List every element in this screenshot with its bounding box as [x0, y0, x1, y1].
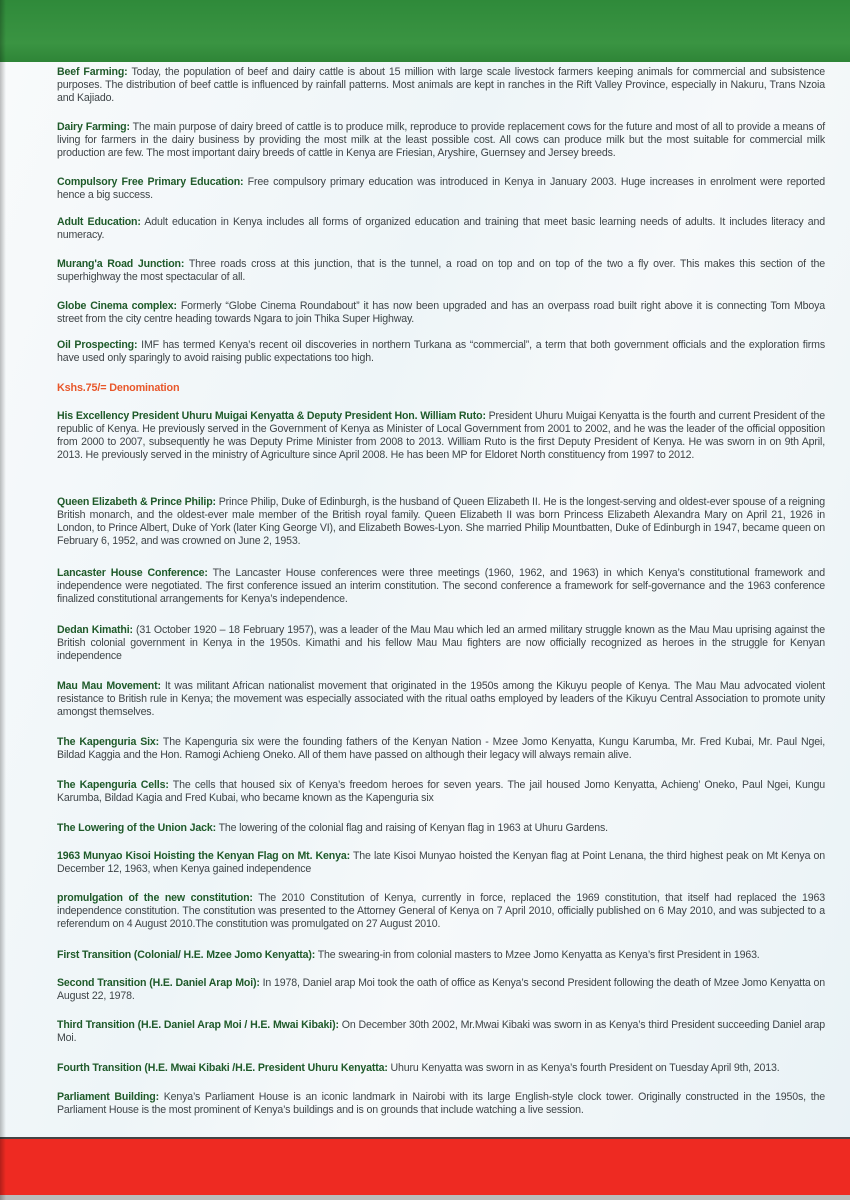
entry-paragraph	[57, 779, 825, 805]
entry-title: First Transition (Colonial/ H.E. Mzee Jomo Kenyatta):	[57, 949, 316, 961]
entry-text: IMF has termed Kenya’s recent oil discoveries in northern Turkana as “commercial”, a term that both government officials and the exploration firms have used only sparingly to avoid raising public expectations too high.	[57, 339, 826, 364]
entry-text: The swearing-in from colonial masters to Mzee Jomo Kenyatta as Kenya’s first President in 1963.	[315, 949, 760, 961]
entry-title: Adult Education:	[57, 216, 141, 228]
entry-title: The Lowering of the Union Jack:	[57, 822, 216, 834]
entry-title: Fourth Transition (H.E. Mwai Kibaki /H.E. President Uhuru Kenyatta:	[57, 1062, 388, 1074]
entry-text: The main purpose of dairy breed of cattle is to produce milk, reproduce to provide replacement cows for the future and most of all to provide a means of living for farmers in the dairy business by providing the most milk at the least possible cost. All cows can produce milk but the most suitable for commercial milk production are few. The most important dairy breeds of cattle in Kenya are Friesian, Aryshire, Guernsey and Jersey breeds.	[57, 121, 825, 159]
entry-title: Compulsory Free Primary Education:	[57, 176, 244, 188]
entry-title: Beef Farming:	[57, 66, 128, 78]
entry-text: Today, the population of beef and dairy cattle is about 15 million with large scale livestock farmers keeping animals for commercial and subsistence purposes. The distribution of beef cattle is influenced by rainfall patterns. Most animals are kept in ranches in the Rift Valley Province, especially in Nakuru, Trans Nzoia and Kajiado.	[57, 66, 825, 104]
entry-title: His Excellency President Uhuru Muigai Kenyatta & Deputy President Hon. William Ruto:	[57, 410, 486, 422]
entry-text: (31 October 1920 – 18 February 1957), was a leader of the Mau Mau which led an armed military struggle known as the Mau Mau uprising against the British colonial government in Kenya in the 1950s. Kimathi and his fellow Mau Mau fighters are now officially recognized as heroes in the struggle for Kenyan independence	[57, 624, 825, 662]
entry-paragraph	[57, 850, 825, 876]
entry-text: The late Kisoi Munyao hoisted the Kenyan flag at Point Lenana, the third highest peak on Mt Kenya on December 12, 1963, when Kenya gained independence	[57, 850, 825, 875]
entry-paragraph	[57, 624, 825, 663]
entry-paragraph	[57, 822, 825, 835]
entry-title: Globe Cinema complex:	[57, 300, 177, 312]
entry-paragraph	[57, 300, 825, 326]
entry-title: 1963 Munyao Kisoi Hoisting the Kenyan Flag on Mt. Kenya:	[57, 850, 350, 862]
entry-text: Formerly “Globe Cinema Roundabout” it has now been upgraded and has an overpass road built right above it is connecting Tom Mboya street from the city centre heading towards Ngara to join Thika Super Highway.	[57, 300, 825, 325]
entry-paragraph	[57, 736, 825, 762]
entry-title: The Kapenguria Cells:	[57, 779, 169, 791]
entry-paragraph	[57, 892, 825, 931]
denomination-heading: Kshs.75/= Denomination	[57, 382, 180, 394]
entry-title: Second Transition (H.E. Daniel Arap Moi):	[57, 977, 260, 989]
entry-paragraph	[57, 977, 825, 1003]
top-green-band	[0, 0, 850, 62]
entry-text: Uhuru Kenyatta was sworn in as Kenya’s fourth President on Tuesday April 9th, 2013.	[387, 1062, 780, 1074]
entry-title: promulgation of the new constitution:	[57, 892, 253, 904]
entry-paragraph	[57, 1091, 825, 1117]
entry-text: Prince Philip, Duke of Edinburgh, is the husband of Queen Elizabeth II. He is the longest-serving and oldest-ever spouse of a reigning British monarch, and the oldest-ever male member of the British royal family. Queen Elizabeth II was born Princess Elizabeth Alexandra Mary on April 21, 1926 in London, to Prince Albert, Duke of York (later King George VI), and Elizabeth Bowes-Lyon. She married Philip Mountbatten, Duke of Edinburgh in 1947, became queen on February 6, 1952, and was crowned on June 2, 1953.	[57, 496, 825, 547]
entry-text: The 2010 Constitution of Kenya, currently in force, replaced the 1969 constitution, that itself had replaced the 1963 independence constitution. The constitution was presented to the Attorney General of Kenya on 7 April 2010, officially published on 6 May 2010, and was subjected to a referendum on 4 August 2010.The constitution was promulgated on 27 August 2010.	[57, 892, 825, 930]
binding-edge	[0, 0, 6, 1200]
entry-paragraph	[57, 216, 825, 242]
entry-title: Dedan Kimathi:	[57, 624, 133, 636]
entry-title: Mau Mau Movement:	[57, 680, 161, 692]
entry-paragraph	[57, 339, 825, 365]
entry-title: Parliament Building:	[57, 1091, 159, 1103]
entry-text: The Lancaster House conferences were three meetings (1960, 1962, and 1963) in which Kenya’s constitutional framework and independence were negotiated. The first conference issued an interim constitution. The second conference a framework for self-governance and the 1963 conference finalized constitutional arrangements for Kenya’s independence.	[57, 567, 825, 605]
entry-text: Free compulsory primary education was introduced in Kenya in January 2003. Huge increases in enrolment were reported hence a big success.	[57, 176, 825, 201]
page-bottom-edge	[0, 1195, 850, 1200]
entry-paragraph	[57, 121, 825, 160]
entry-text: The Kapenguria six were the founding fathers of the Kenyan Nation - Mzee Jomo Kenyatta, Kungu Karumba, Mr. Fred Kubai, Mr. Paul Ngei, Bildad Kaggia and the Hon. Ramogi Achieng Oneko. All of them have passed on although their legacy will always remain alive.	[57, 736, 826, 761]
entry-title: Murang'a Road Junction:	[57, 258, 185, 270]
entry-paragraph	[57, 1062, 825, 1075]
entry-text: The cells that housed six of Kenya’s freedom heroes for seven years. The jail housed Jomo Kenyatta, Achieng’ Oneko, Paul Ngei, Kungu Karumba, Bildad Kagia and Fred Kubai, who became known as the Kapenguria six	[57, 779, 825, 804]
entry-paragraph	[57, 1019, 825, 1045]
entry-text: Adult education in Kenya includes all forms of organized education and training that meet basic learning needs of adults. It includes literacy and numeracy.	[57, 216, 825, 241]
entry-title: Third Transition (H.E. Daniel Arap Moi / H.E. Mwai Kibaki):	[57, 1019, 339, 1031]
entry-paragraph	[57, 176, 825, 202]
entry-paragraph	[57, 949, 825, 962]
entry-title: Dairy Farming:	[57, 121, 130, 133]
entry-text: President Uhuru Muigai Kenyatta is the fourth and current President of the republic of Kenya. He previously served in the Government of Kenya as Minister of Local Government from 2001 to 2002, and he was the leader of the official opposition from 2000 to 2007, subsequently he was Deputy Prime Minister from 2008 to 2013. William Ruto is the first Deputy President of Kenya. He was sworn in on 9th April, 2013. He previously served in the ministry of Agriculture since April 2008. He has been MP for Eldoret North constituency from 1997 to 2012.	[57, 410, 825, 461]
entry-text: Kenya’s Parliament House is an iconic landmark in Nairobi with its large English-style clock tower. Originally constructed in the 1950s, the Parliament House is the most prominent of Kenya’s buildings and is on grounds that include watching a live session.	[57, 1091, 825, 1116]
bottom-red-band	[0, 1137, 850, 1197]
entry-paragraph	[57, 680, 825, 719]
entry-title: Queen Elizabeth & Prince Philip:	[57, 496, 216, 508]
entry-text: The lowering of the colonial flag and raising of Kenyan flag in 1963 at Uhuru Gardens.	[215, 822, 608, 834]
entry-title: Oil Prospecting:	[57, 339, 138, 351]
entry-text: It was militant African nationalist movement that originated in the 1950s among the Kikuyu people of Kenya. The Mau Mau advocated violent resistance to British rule in Kenya; the movement was especially associated with the ritual oaths employed by leaders of the Kikuyu Central Association to promote unity amongst themselves.	[57, 680, 825, 718]
entry-text: On December 30th 2002, Mr.Mwai Kibaki was sworn in as Kenya’s third President succeeding Daniel arap Moi.	[57, 1019, 826, 1044]
entry-text: In 1978, Daniel arap Moi took the oath of office as Kenya’s second President following the death of Mzee Jomo Kenyatta on August 22, 1978.	[57, 977, 825, 1002]
entry-title: Lancaster House Conference:	[57, 567, 208, 579]
entry-paragraph	[57, 66, 825, 105]
entry-paragraph	[57, 258, 825, 284]
entry-title: The Kapenguria Six:	[57, 736, 160, 748]
entry-paragraph	[57, 567, 825, 606]
entry-paragraph	[57, 410, 825, 462]
entry-paragraph	[57, 496, 825, 548]
entry-text: Three roads cross at this junction, that is the tunnel, a road on top and on top of the two a fly over. This makes this section of the superhighway the most spectacular of all.	[57, 258, 825, 283]
